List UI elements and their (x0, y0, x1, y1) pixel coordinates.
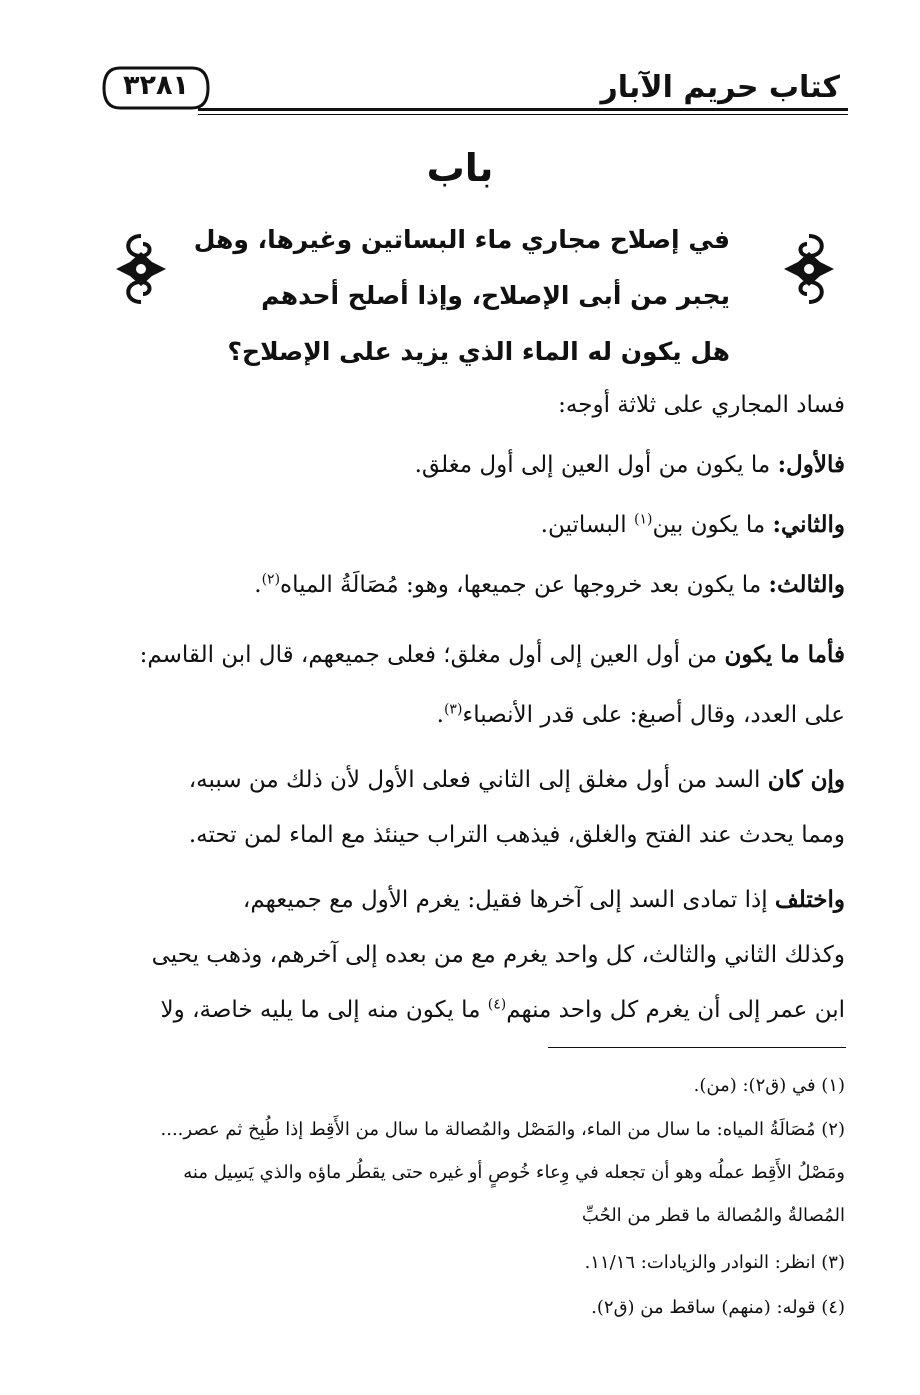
footnote-ref-3: (٣) (443, 701, 463, 718)
paragraph-second (75, 495, 845, 555)
sixth-line2: وكذلك الثاني والثالث، كل واحد يغرم مع من بعده إلى آخرهم، وذهب يحيى (151, 942, 845, 968)
heading-line-2: يجبر من أبى الإصلاح، وإذا أصلح أحدهم (261, 281, 730, 310)
second-text-b: البساتين. (540, 512, 635, 538)
footnote-2-cont-1: ومَصْلُ الأَقِط عملُه وهو أن تجعله في وِعاء خُوصٍ أو غيره حتى يقطُر ماؤه والذي يَسِيل منه (183, 1162, 845, 1183)
header-rule-thin (198, 114, 848, 115)
paragraph-sixth-line2 (75, 925, 845, 985)
footnote-separator (548, 1047, 846, 1048)
footnote-1: (١) في (ق٢): (من). (693, 1075, 845, 1096)
second-text-a: ما يكون بين (652, 512, 773, 538)
paragraph-third (75, 555, 845, 615)
intro-text: فساد المجاري على ثلاثة أوجه: (558, 392, 845, 418)
second-lead: والثاني: (772, 511, 845, 538)
paragraph-fourth (75, 625, 845, 685)
fourth-line2-b: . (436, 702, 444, 728)
third-text-b: . (254, 572, 262, 598)
footnote-ref-1: (١) (634, 511, 653, 528)
running-header-title: كتاب حريم الآبار (600, 70, 840, 105)
page-number: ٣٢٨١ (123, 70, 189, 101)
heading-line-3: هل يكون له الماء الذي يزيد على الإصلاح؟ (227, 337, 730, 366)
fifth-text: السد من أول مغلق إلى الثاني فعلى الأول لأن ذلك من سببه، (188, 767, 768, 793)
heading-line-1: في إصلاح مجاري ماء البساتين وغيرها، وهل (193, 225, 730, 254)
paragraph-sixth-line3 (75, 980, 845, 1040)
sixth-line3-b: ما يكون منه إلى ما يليه خاصة، ولا (160, 997, 488, 1023)
paragraph-sixth (75, 870, 845, 930)
first-lead: فالأول: (777, 451, 845, 478)
footnote-3: (٣) انظر: النوادر والزيادات: ١١/١٦. (584, 1252, 845, 1273)
first-text: ما يكون من أول العين إلى أول مغلق. (414, 452, 778, 478)
footnote-ref-2: (٢) (261, 571, 281, 588)
paragraph-fifth (75, 750, 845, 810)
sixth-line3-a: ابن عمر إلى أن يغرم كل واحد منهم (506, 997, 845, 1023)
right-ornament-icon (780, 230, 838, 308)
sixth-text: إذا تمادى السد إلى آخرها فقيل: يغرم الأول مع جميعهم، (242, 887, 775, 913)
third-lead: والثالث: (768, 571, 845, 598)
chapter-heading (170, 212, 730, 380)
fifth-lead: وإن كان (767, 766, 845, 793)
footnote-2: (٢) مُصَالَةُ المياه: ما سال من الماء، والمَصْل والمُصالة ما سال من الأَقِط إذا طُبِخ ثم عصر.... (160, 1119, 845, 1140)
fourth-text: من أول العين إلى أول مغلق؛ فعلى جميعهم، قال ابن القاسم: (139, 642, 725, 668)
third-text-a: ما يكون بعد خروجها عن جميعها، وهو: مُصَالَةُ المياه (280, 572, 769, 598)
sixth-lead: واختلف (774, 886, 845, 913)
footnote-4: (٤) قوله: (منهم) ساقط من (ق٢). (591, 1297, 845, 1318)
paragraph-intro (75, 375, 845, 435)
fifth-line2: ومما يحدث عند الفتح والغلق، فيذهب التراب حينئذ مع الماء لمن تحته. (188, 822, 845, 848)
footnote-ref-4: (٤) (487, 996, 507, 1013)
chapter-label: باب (426, 146, 494, 190)
fourth-line2-a: على العدد، وقال أصبغ: على قدر الأنصباء (462, 702, 845, 728)
footnote-2-cont-2: المُصالةُ والمُصالة ما قطر من الحُبِّ (581, 1205, 845, 1226)
header-rule (198, 108, 848, 111)
paragraph-fourth-line2 (75, 685, 845, 745)
left-ornament-icon (112, 230, 170, 308)
paragraph-fifth-line2 (75, 805, 845, 865)
paragraph-first (75, 435, 845, 495)
fourth-lead: فأما ما يكون (724, 641, 845, 668)
